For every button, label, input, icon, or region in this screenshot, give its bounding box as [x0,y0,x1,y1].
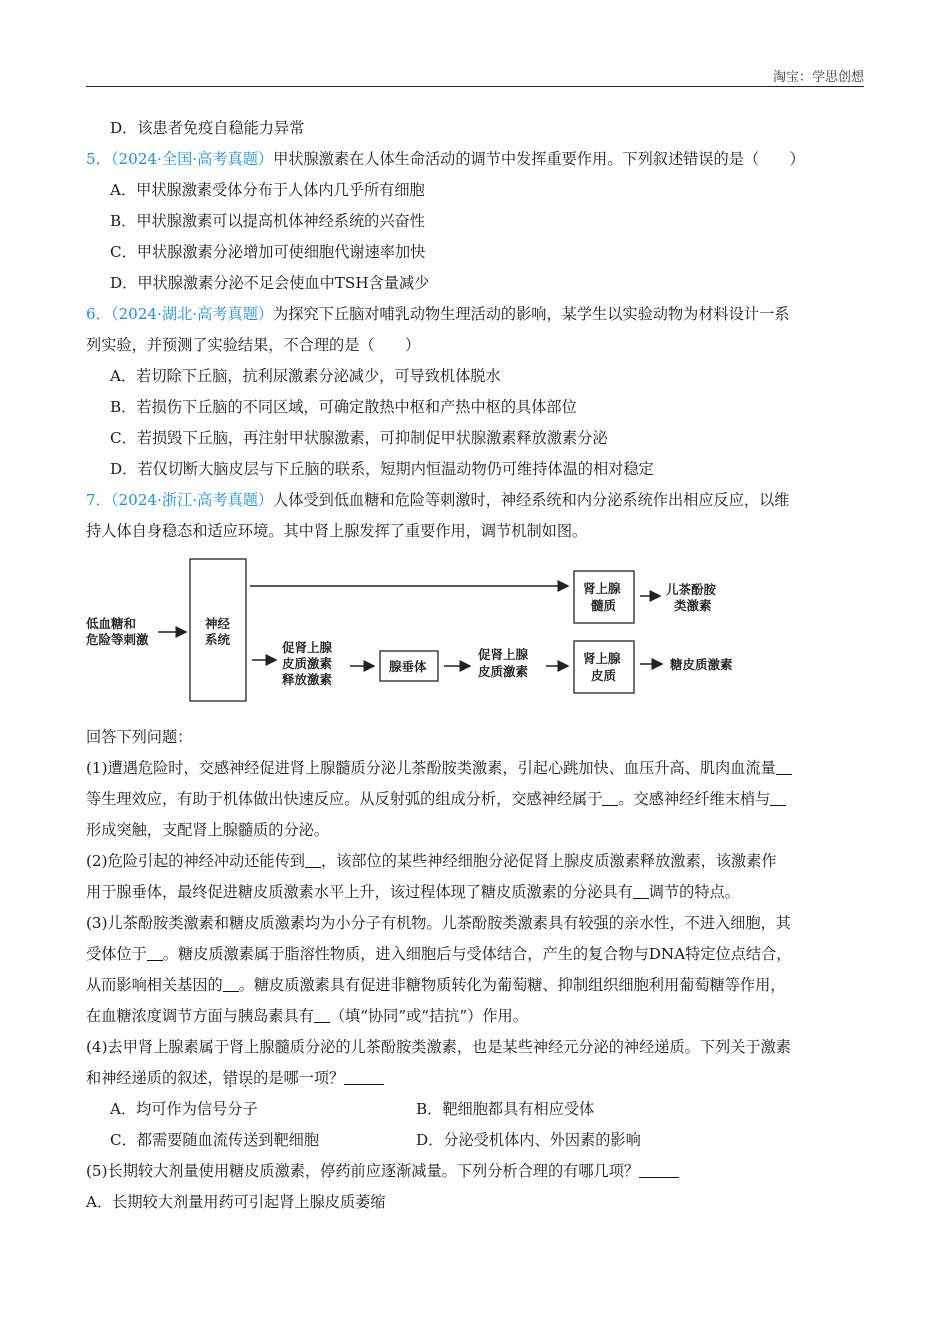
q7-part4-option-a: A．均可作为信号分子 [110,1100,258,1118]
q7-part4-options-row1 [110,1099,890,1119]
q7-part4-option-b: B．靶细胞都具有相应受体 [416,1100,595,1118]
q7-part4-emphasis-2: 误 [237,1069,254,1087]
blank-7[interactable] [223,976,239,992]
q7-part5-option-a: A．长期较大剂量用药可引起肾上腺皮质萎缩 [86,1193,386,1211]
q5-option-a: A．甲状腺激素受体分布于人体内几乎所有细胞 [110,181,425,199]
q5-number: 5． [86,150,111,168]
q7-part4-text-c: 的是哪一项？ [253,1069,345,1087]
blank-5[interactable] [633,883,649,899]
diagram-glucocorticoid: 糖皮质激素 [670,657,733,672]
q7-part3-text-e: 。糖皮质激素具有促进非糖物质转化为葡萄糖、抑制组织细胞利用葡萄糖等作用， [238,976,786,994]
q7-part1-line2 [86,789,866,809]
q7-part4-line1: (4)去甲肾上腺素属于肾上腺髓质分泌的儿茶酚胺类激素，也是某些神经元分泌的神经递质。下列关于激素 [86,1038,791,1056]
diagram-medulla-line1: 肾上腺 [583,581,621,596]
q7-part2-text-a: (2)危险引起的神经冲动还能传到 [86,852,305,870]
q5-source: （2024·全国·高考真题） [110,150,274,168]
diagram-stimulus-line2: 危险等刺激 [86,632,149,647]
diagram-cortex-line1: 肾上腺 [583,651,621,666]
q7-part1-line3: 形成突触，支配肾上腺髓质的分泌。 [86,821,329,839]
diagram-pituitary: 腺垂体 [389,659,427,674]
diagram-acth-line2: 皮质激素 [478,664,529,679]
q7-part2-text-c: 用于腺垂体，最终促进糖皮质激素水平上升，该过程体现了糖皮质激素的分泌具有 [86,883,633,901]
q6-option-b: B．若损伤下丘脑的不同区域，可确定散热中枢和产热中枢的具体部位 [110,398,577,416]
blank-3[interactable] [770,790,786,806]
q7-part3-text-c: 。糖皮质激素属于脂溶性物质，进入细胞后与受体结合，产生的复合物与DNA特定位点结合， [162,945,792,963]
q4-option-d: D．该患者免疫自稳能力异常 [110,119,305,137]
diagram-acth-line1: 促肾上腺 [478,647,529,662]
q7-stem-text-1: 人体受到低血糖和危险等刺激时，神经系统和内分泌系统作出相应反应，以维 [273,491,790,509]
q6-stem-line1 [86,304,866,324]
q6-stem-line2: 列实验，并预测了实验结果，不合理的是（ ） [86,336,421,354]
q7-part2-line2 [86,882,866,902]
q7-stem-line2: 持人体自身稳态和适应环境。其中肾上腺发挥了重要作用，调节机制如图。 [86,522,588,540]
q5-option-b: B．甲状腺激素可以提高机体神经系统的兴奋性 [110,212,425,230]
diagram-crh-line2: 皮质激素 [282,656,333,671]
regulation-diagram [80,556,780,706]
q7-part3-line1: (3)儿茶酚胺类激素和糖皮质激素均为小分子有机物。儿茶酚胺类激素具有较强的亲水性，不进入细胞，其 [86,914,791,932]
q6-option-d: D．若仅切断大脑皮层与下丘脑的联系，短期内恒温动物仍可维持体温的相对稳定 [110,460,654,478]
q7-part4-options-row2 [110,1130,890,1150]
q7-part1-text-b: 等生理效应，有助于机体做出快速反应。从反射弧的组成分析，交感神经属于 [86,790,603,808]
blank-8[interactable] [314,1007,330,1023]
q7-part4-emphasis-1: 错 [222,1069,238,1087]
q7-source: （2024·浙江·高考真题） [110,491,274,509]
q7-part4-option-d: D．分泌受机体内、外因素的影响 [416,1131,641,1149]
answer-prompt: 回答下列问题： [86,728,193,746]
q5-stem-text: 甲状腺激素在人体生命活动的调节中发挥重要作用。下列叙述错误的是（ ） [273,150,805,168]
q7-part5-line1 [86,1161,866,1181]
blank-9[interactable] [344,1069,384,1085]
q6-option-a: A．若切除下丘脑，抗利尿激素分泌减少，可导致机体脱水 [110,367,501,385]
blank-4[interactable] [305,852,321,868]
q6-number: 6． [86,305,111,323]
q7-part3-line3 [86,975,866,995]
q6-stem-text-1: 为探究下丘脑对哺乳动物生理活动的影响，某学生以实验动物为材料设计一系 [273,305,790,323]
q5-option-d: D．甲状腺激素分泌不足会使血中TSH含量减少 [110,274,430,292]
q7-part4-option-c: C．都需要随血流传送到靶细胞 [110,1131,320,1149]
q7-part2-text-d: 调节的特点。 [648,883,740,901]
header-brand: 淘宝：学思创想 [772,70,864,85]
header-rule [86,86,864,87]
blank-1[interactable] [776,759,792,775]
q7-part3-text-b: 受体位于 [86,945,147,963]
diagram-stimulus-line1: 低血糖和 [86,616,137,631]
diagram-crh-line3: 释放激素 [282,672,333,687]
q7-part1-text-c: 。交感神经纤维末梢与 [618,790,771,808]
diagram-nervous-line2: 系统 [205,632,231,647]
q7-part3-text-d: 从而影响相关基因的 [86,976,223,994]
q7-part3-line4 [86,1006,866,1026]
box-adrenal-cortex [574,641,634,693]
q6-option-c: C．若损毁下丘脑，再注射甲状腺激素，可抑制促甲状腺激素释放激素分泌 [110,429,608,447]
q5-option-c: C．甲状腺激素分泌增加可使细胞代谢速率加快 [110,243,426,261]
diagram-medulla-line2: 髓质 [591,598,617,613]
q7-part3-text-f: 在血糖浓度调节方面与胰岛素具有 [86,1007,314,1025]
q7-part1-line1 [86,758,866,778]
blank-6[interactable] [147,945,163,961]
diagram-catechol-line1: 儿茶酚胺 [666,582,717,597]
q7-part4-line2 [86,1068,866,1088]
q7-part4-text-b: 和神经递质的叙述， [86,1069,223,1087]
q7-number: 7． [86,491,111,509]
q7-part5-text-a: (5)长期较大剂量使用糖皮质激素，停药前应逐渐减量。下列分析合理的有哪几项？ [86,1162,640,1180]
blank-2[interactable] [602,790,618,806]
q7-part2-line1 [86,851,866,871]
diagram-catechol-line2: 类激素 [674,598,712,613]
blank-10[interactable] [639,1162,679,1178]
q7-part3-line2 [86,944,866,964]
diagram-nervous-line1: 神经 [205,616,231,631]
q5-stem [86,149,866,169]
q7-part2-text-b: ，该部位的某些神经细胞分泌促肾上腺皮质激素释放激素，该激素作 [320,852,777,870]
diagram-cortex-line2: 皮质 [591,668,617,683]
q7-part1-text-a: (1)遭遇危险时，交感神经促进肾上腺髓质分泌儿茶酚胺类激素，引起心跳加快、血压升高、肌肉血流量 [86,759,776,777]
box-adrenal-medulla [574,571,634,623]
q7-stem-line1 [86,490,866,510]
q7-part3-text-g: （填“协同”或“拮抗”）作用。 [329,1007,528,1025]
q6-source: （2024·湖北·高考真题） [110,305,274,323]
diagram-crh-line1: 促肾上腺 [282,640,333,655]
